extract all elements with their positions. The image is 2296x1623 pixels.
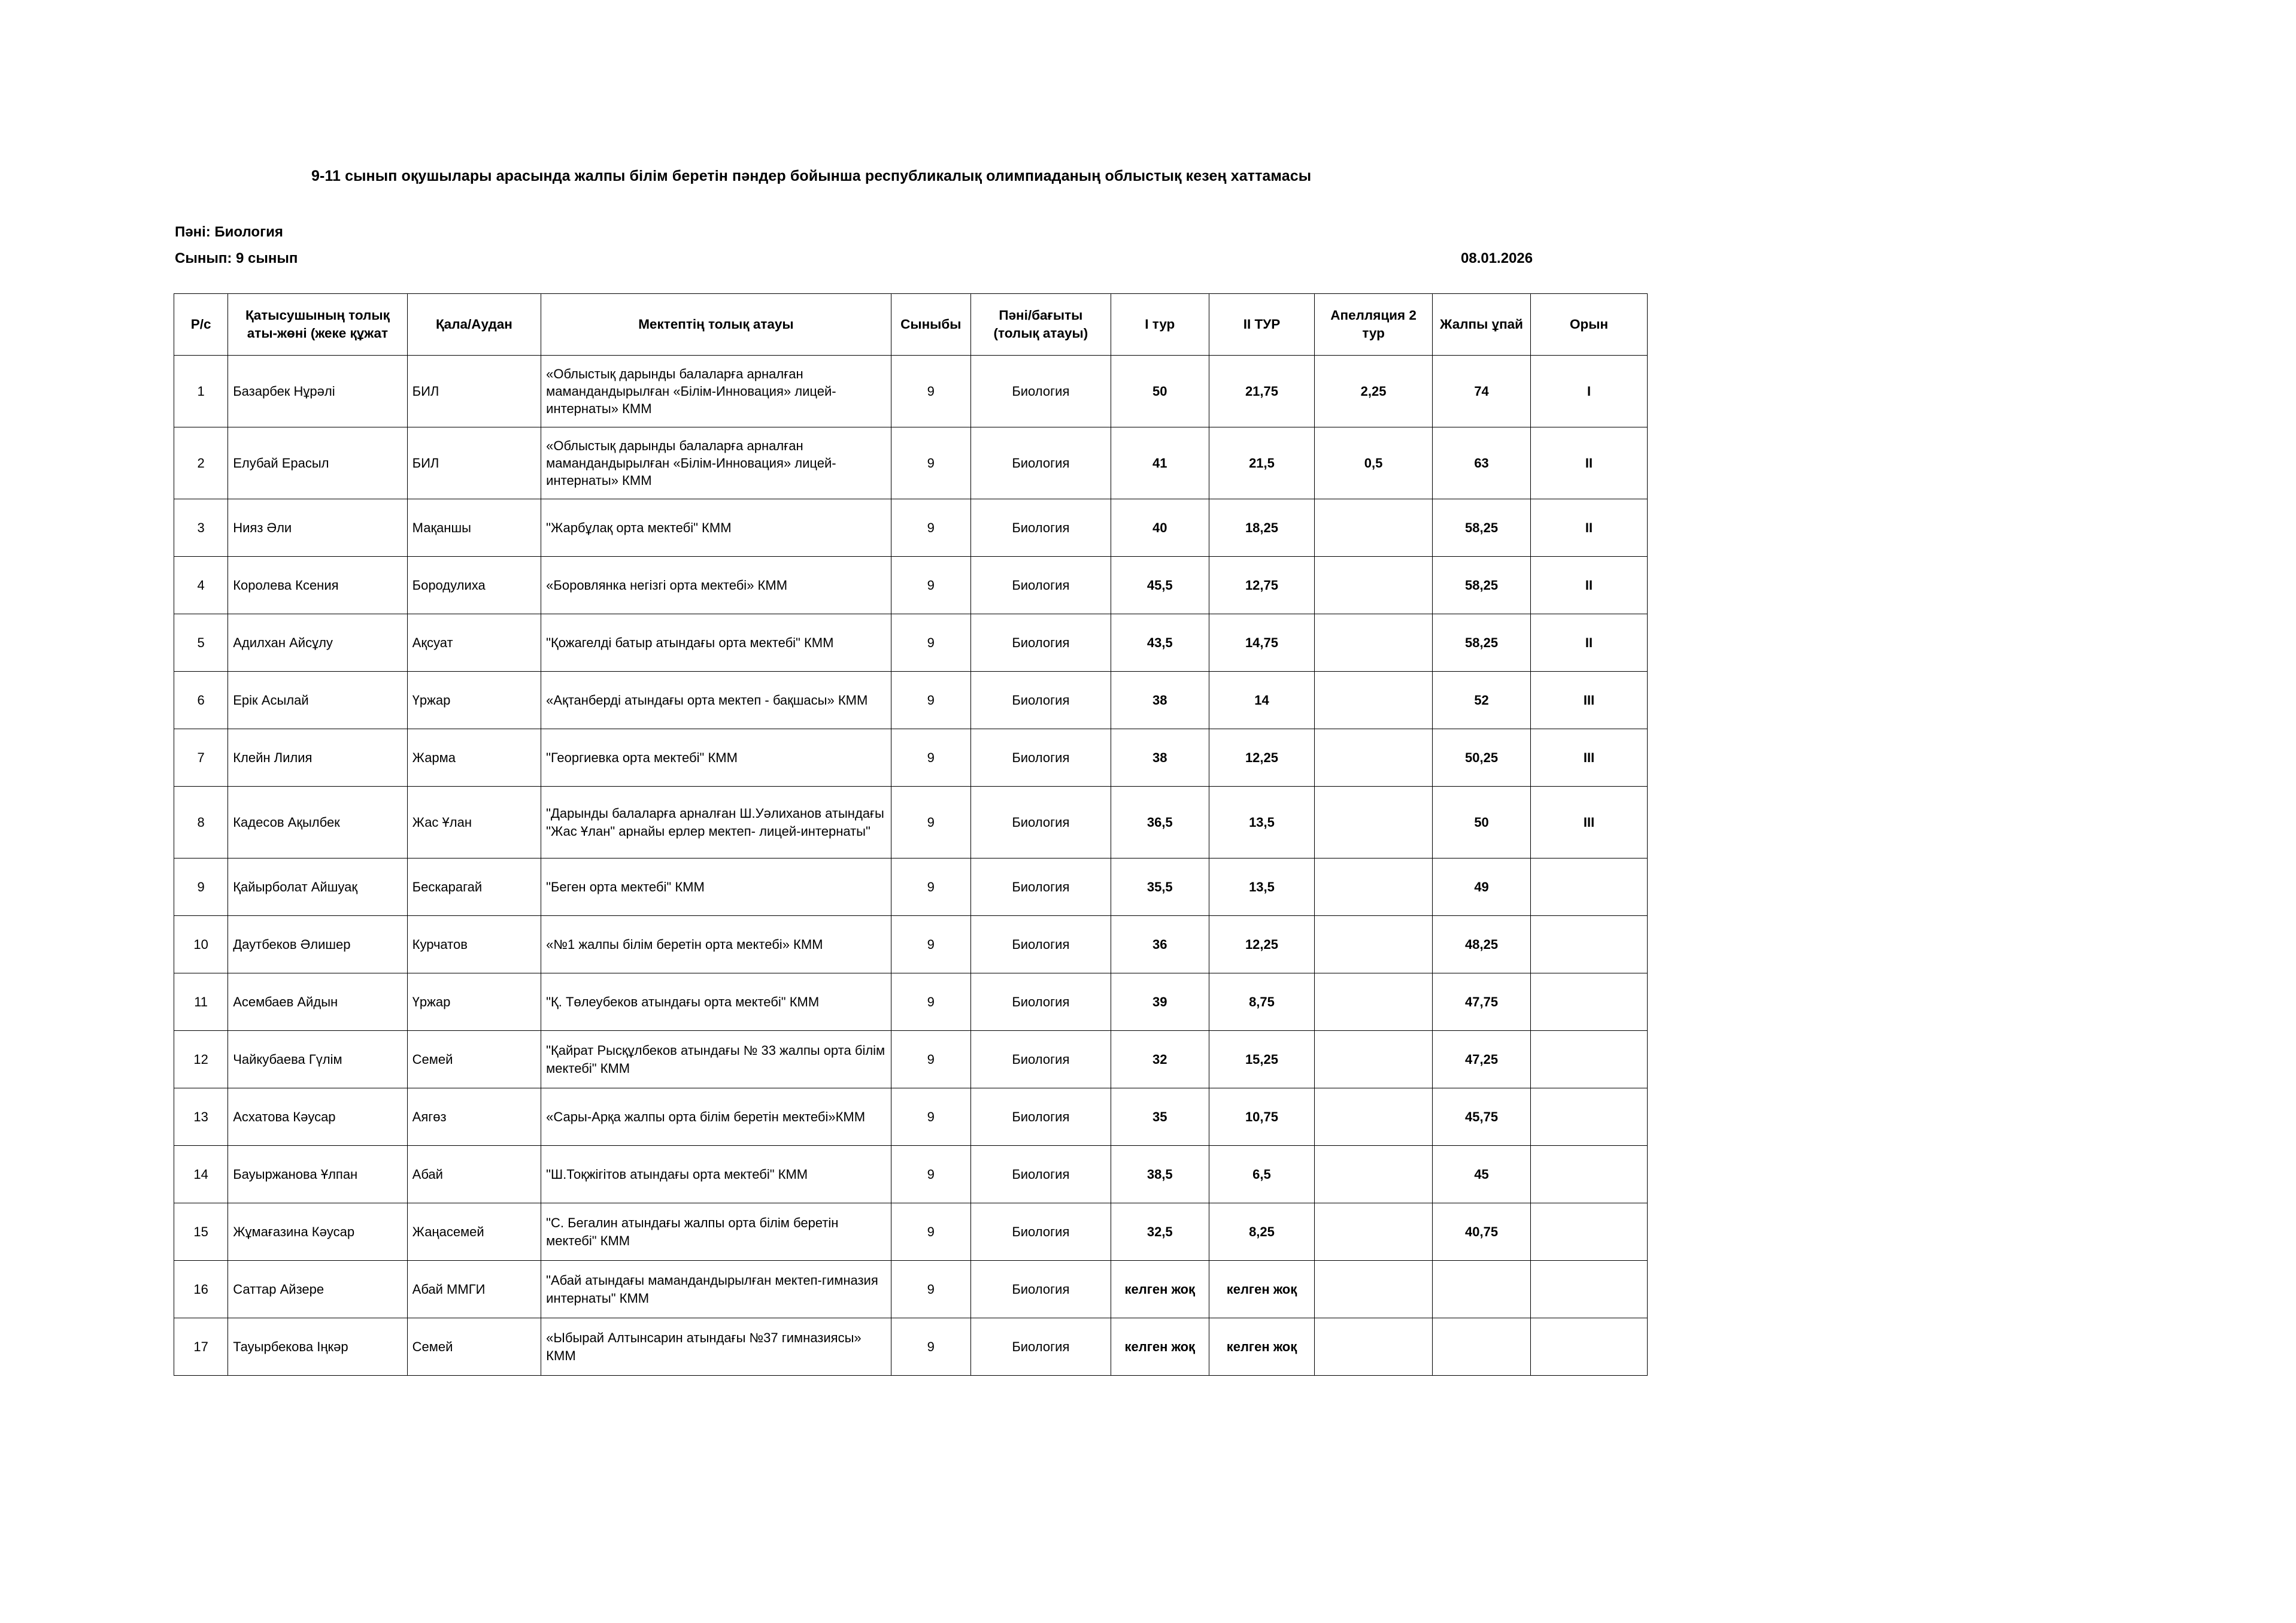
cell-appeal [1315, 973, 1433, 1031]
cell-tour1: келген жоқ [1111, 1318, 1209, 1376]
cell-class: 9 [891, 614, 970, 672]
cell-school: "Қ. Төлеубеков атындағы орта мектебі" КММ [541, 973, 891, 1031]
cell-tour2: 21,75 [1209, 356, 1314, 427]
cell-name: Базарбек Нұрәлі [228, 356, 407, 427]
cell-school: "Дарынды балаларға арналған Ш.Уәлиханов атындағы "Жас Ұлан" арнайы ерлер мектеп- лицей-интернаты" [541, 787, 891, 858]
cell-city: Жарма [407, 729, 541, 787]
cell-subject: Биология [970, 973, 1111, 1031]
cell-num: 15 [174, 1203, 228, 1261]
table-row [174, 356, 1648, 427]
cell-school: «Облыстық дарынды балаларға арналған мамандандырылған «Білім-Инновация» лицей-интернаты» КММ [541, 427, 891, 499]
cell-appeal [1315, 858, 1433, 916]
table-row [174, 973, 1648, 1031]
cell-city: Ақсуат [407, 614, 541, 672]
cell-class: 9 [891, 787, 970, 858]
cell-school: "Ш.Тоқжігітов атындағы орта мектебі" КММ [541, 1146, 891, 1203]
cell-city: БИЛ [407, 356, 541, 427]
cell-tour1: 38 [1111, 729, 1209, 787]
cell-total: 58,25 [1433, 557, 1531, 614]
cell-num: 14 [174, 1146, 228, 1203]
cell-school: «Боровлянка негізгі орта мектебі» КММ [541, 557, 891, 614]
table-row [174, 1261, 1648, 1318]
cell-appeal [1315, 1146, 1433, 1203]
cell-total [1433, 1261, 1531, 1318]
cell-place [1531, 1031, 1648, 1088]
cell-total: 49 [1433, 858, 1531, 916]
cell-class: 9 [891, 1261, 970, 1318]
cell-num: 11 [174, 973, 228, 1031]
header-total: Жалпы ұпай [1433, 294, 1531, 356]
cell-subject: Биология [970, 672, 1111, 729]
table-row [174, 427, 1648, 499]
cell-tour2: 10,75 [1209, 1088, 1314, 1146]
cell-subject: Биология [970, 499, 1111, 557]
cell-city: Абай ММГИ [407, 1261, 541, 1318]
cell-name: Саттар Айзере [228, 1261, 407, 1318]
cell-num: 13 [174, 1088, 228, 1146]
table-row [174, 787, 1648, 858]
table-row [174, 499, 1648, 557]
cell-city: Семей [407, 1318, 541, 1376]
cell-appeal [1315, 1318, 1433, 1376]
cell-class: 9 [891, 1031, 970, 1088]
cell-subject: Биология [970, 858, 1111, 916]
cell-appeal [1315, 787, 1433, 858]
cell-tour2: 14 [1209, 672, 1314, 729]
table-row [174, 1031, 1648, 1088]
cell-total: 47,75 [1433, 973, 1531, 1031]
cell-tour2: 18,25 [1209, 499, 1314, 557]
header-subject: Пәні/бағыты (толық атауы) [970, 294, 1111, 356]
cell-num: 4 [174, 557, 228, 614]
cell-place [1531, 1088, 1648, 1146]
cell-tour1: 39 [1111, 973, 1209, 1031]
cell-place: I [1531, 356, 1648, 427]
cell-subject: Биология [970, 1261, 1111, 1318]
cell-school: «Облыстық дарынды балаларға арналған мамандандырылған «Білім-Инновация» лицей-интернаты» КММ [541, 356, 891, 427]
cell-subject: Биология [970, 729, 1111, 787]
cell-num: 7 [174, 729, 228, 787]
cell-tour2: 8,75 [1209, 973, 1314, 1031]
header-place: Орын [1531, 294, 1648, 356]
cell-class: 9 [891, 858, 970, 916]
cell-city: Мақаншы [407, 499, 541, 557]
cell-total: 50,25 [1433, 729, 1531, 787]
cell-class: 9 [891, 973, 970, 1031]
cell-appeal [1315, 672, 1433, 729]
table-row [174, 557, 1648, 614]
cell-subject: Биология [970, 427, 1111, 499]
cell-place [1531, 916, 1648, 973]
cell-tour1: 40 [1111, 499, 1209, 557]
header-city: Қала/Аудан [407, 294, 541, 356]
cell-tour2: 12,75 [1209, 557, 1314, 614]
cell-num: 8 [174, 787, 228, 858]
cell-tour1: 32 [1111, 1031, 1209, 1088]
cell-tour1: 38,5 [1111, 1146, 1209, 1203]
table-row [174, 1088, 1648, 1146]
cell-subject: Биология [970, 1146, 1111, 1203]
cell-city: БИЛ [407, 427, 541, 499]
header-name: Қатысушының толық аты-жөні (жеке құжат [228, 294, 407, 356]
cell-tour1: 36,5 [1111, 787, 1209, 858]
cell-class: 9 [891, 1203, 970, 1261]
cell-appeal [1315, 1031, 1433, 1088]
cell-tour2: 15,25 [1209, 1031, 1314, 1088]
cell-school: «№1 жалпы білім беретін орта мектебі» КММ [541, 916, 891, 973]
cell-school: "Абай атындағы мамандандырылған мектеп-гимназия интернаты" КММ [541, 1261, 891, 1318]
cell-school: "Қожагелді батыр атындағы орта мектебі" КММ [541, 614, 891, 672]
cell-place: II [1531, 557, 1648, 614]
cell-school: "Жарбұлақ орта мектебі" КММ [541, 499, 891, 557]
header-school: Мектептің толық атауы [541, 294, 891, 356]
cell-tour1: 41 [1111, 427, 1209, 499]
header-num: Р/с [174, 294, 228, 356]
cell-appeal [1315, 614, 1433, 672]
cell-tour1: 38 [1111, 672, 1209, 729]
cell-class: 9 [891, 1318, 970, 1376]
cell-place [1531, 1203, 1648, 1261]
cell-class: 9 [891, 1088, 970, 1146]
cell-place: II [1531, 427, 1648, 499]
page-title: 9-11 сынып оқушылары арасында жалпы білім беретін пәндер бойынша республикалық олимпиаданың облыстық кезең хаттамасы [311, 168, 1312, 184]
cell-tour2: келген жоқ [1209, 1261, 1314, 1318]
header-tour1: I тур [1111, 294, 1209, 356]
subject-line: Пәні: Биология [175, 224, 283, 240]
cell-num: 6 [174, 672, 228, 729]
cell-tour1: 36 [1111, 916, 1209, 973]
cell-name: Нияз Әли [228, 499, 407, 557]
cell-place [1531, 1146, 1648, 1203]
cell-school: "Беген орта мектебі" КММ [541, 858, 891, 916]
cell-place [1531, 1318, 1648, 1376]
cell-class: 9 [891, 672, 970, 729]
cell-total: 52 [1433, 672, 1531, 729]
cell-total: 48,25 [1433, 916, 1531, 973]
cell-total: 50 [1433, 787, 1531, 858]
cell-place [1531, 858, 1648, 916]
cell-tour1: 43,5 [1111, 614, 1209, 672]
cell-appeal [1315, 1088, 1433, 1146]
table-row [174, 1146, 1648, 1203]
cell-num: 3 [174, 499, 228, 557]
cell-tour1: 35,5 [1111, 858, 1209, 916]
cell-num: 1 [174, 356, 228, 427]
cell-subject: Биология [970, 916, 1111, 973]
cell-class: 9 [891, 557, 970, 614]
cell-name: Асхатова Кәусар [228, 1088, 407, 1146]
cell-name: Адилхан Айсұлу [228, 614, 407, 672]
cell-total [1433, 1318, 1531, 1376]
cell-tour2: 12,25 [1209, 916, 1314, 973]
table-body [174, 356, 1648, 1376]
cell-place: III [1531, 787, 1648, 858]
cell-city: Жаңасемей [407, 1203, 541, 1261]
cell-num: 9 [174, 858, 228, 916]
header-appeal: Апелляция 2 тур [1315, 294, 1433, 356]
cell-city: Бескарагай [407, 858, 541, 916]
cell-place [1531, 1261, 1648, 1318]
cell-city: Үржар [407, 973, 541, 1031]
cell-name: Даутбеков Әлишер [228, 916, 407, 973]
cell-class: 9 [891, 729, 970, 787]
cell-subject: Биология [970, 614, 1111, 672]
cell-place: II [1531, 614, 1648, 672]
cell-total: 74 [1433, 356, 1531, 427]
cell-class: 9 [891, 427, 970, 499]
cell-place: II [1531, 499, 1648, 557]
cell-appeal [1315, 499, 1433, 557]
date-label: 08.01.2026 [1461, 250, 1533, 266]
cell-total: 45 [1433, 1146, 1531, 1203]
cell-school: "С. Бегалин атындағы жалпы орта білім беретін мектебі" КММ [541, 1203, 891, 1261]
cell-name: Қайырболат Айшуақ [228, 858, 407, 916]
cell-name: Ерік Асылай [228, 672, 407, 729]
class-line: Сынып: 9 сынып [175, 250, 298, 266]
cell-place: III [1531, 672, 1648, 729]
cell-total: 47,25 [1433, 1031, 1531, 1088]
table-header-row [174, 294, 1648, 356]
cell-num: 10 [174, 916, 228, 973]
cell-school: "Қайрат Рысқұлбеков атындағы № 33 жалпы орта білім мектебі" КММ [541, 1031, 891, 1088]
cell-tour1: 32,5 [1111, 1203, 1209, 1261]
cell-school: "Георгиевка орта мектебі" КММ [541, 729, 891, 787]
cell-name: Асембаев Айдын [228, 973, 407, 1031]
cell-school: «Сары-Арқа жалпы орта білім беретін мектебі»КММ [541, 1088, 891, 1146]
cell-city: Үржар [407, 672, 541, 729]
cell-city: Курчатов [407, 916, 541, 973]
cell-total: 45,75 [1433, 1088, 1531, 1146]
cell-tour2: 12,25 [1209, 729, 1314, 787]
cell-subject: Биология [970, 1031, 1111, 1088]
cell-num: 5 [174, 614, 228, 672]
cell-name: Чайкубаева Гүлім [228, 1031, 407, 1088]
cell-name: Тауырбекова Іңкәр [228, 1318, 407, 1376]
cell-total: 40,75 [1433, 1203, 1531, 1261]
cell-name: Клейн Лилия [228, 729, 407, 787]
cell-subject: Биология [970, 1318, 1111, 1376]
cell-tour2: 21,5 [1209, 427, 1314, 499]
cell-subject: Биология [970, 356, 1111, 427]
cell-tour1: келген жоқ [1111, 1261, 1209, 1318]
cell-place: III [1531, 729, 1648, 787]
cell-city: Абай [407, 1146, 541, 1203]
table-row [174, 1318, 1648, 1376]
table-row [174, 1203, 1648, 1261]
cell-name: Кадесов Ақылбек [228, 787, 407, 858]
cell-class: 9 [891, 499, 970, 557]
table-row [174, 916, 1648, 973]
cell-name: Бауыржанова Ұлпан [228, 1146, 407, 1203]
cell-name: Елубай Ерасыл [228, 427, 407, 499]
cell-tour2: 14,75 [1209, 614, 1314, 672]
table-row [174, 614, 1648, 672]
cell-total: 58,25 [1433, 614, 1531, 672]
cell-tour2: 6,5 [1209, 1146, 1314, 1203]
cell-subject: Биология [970, 1203, 1111, 1261]
cell-tour2: 13,5 [1209, 858, 1314, 916]
cell-appeal [1315, 729, 1433, 787]
cell-name: Жұмағазина Кәусар [228, 1203, 407, 1261]
cell-class: 9 [891, 916, 970, 973]
cell-place [1531, 973, 1648, 1031]
cell-subject: Биология [970, 557, 1111, 614]
cell-num: 16 [174, 1261, 228, 1318]
cell-tour2: 13,5 [1209, 787, 1314, 858]
cell-class: 9 [891, 356, 970, 427]
cell-appeal: 0,5 [1315, 427, 1433, 499]
header-tour2: II ТУР [1209, 294, 1314, 356]
cell-class: 9 [891, 1146, 970, 1203]
cell-city: Жас Ұлан [407, 787, 541, 858]
table-row [174, 858, 1648, 916]
cell-appeal [1315, 1203, 1433, 1261]
cell-appeal: 2,25 [1315, 356, 1433, 427]
cell-name: Королева Ксения [228, 557, 407, 614]
cell-tour1: 35 [1111, 1088, 1209, 1146]
cell-tour2: келген жоқ [1209, 1318, 1314, 1376]
cell-appeal [1315, 916, 1433, 973]
results-table [174, 293, 1648, 1376]
cell-appeal [1315, 1261, 1433, 1318]
cell-total: 58,25 [1433, 499, 1531, 557]
cell-subject: Биология [970, 787, 1111, 858]
table-row [174, 729, 1648, 787]
cell-school: «Ыбырай Алтынсарин атындағы №37 гимназиясы» КММ [541, 1318, 891, 1376]
cell-city: Бородулиха [407, 557, 541, 614]
table-row [174, 672, 1648, 729]
cell-tour2: 8,25 [1209, 1203, 1314, 1261]
cell-num: 12 [174, 1031, 228, 1088]
cell-num: 17 [174, 1318, 228, 1376]
cell-school: «Ақтанберді атындағы орта мектеп - бақшасы» КММ [541, 672, 891, 729]
cell-appeal [1315, 557, 1433, 614]
cell-num: 2 [174, 427, 228, 499]
cell-tour1: 50 [1111, 356, 1209, 427]
header-class: Сыныбы [891, 294, 970, 356]
cell-city: Семей [407, 1031, 541, 1088]
cell-tour1: 45,5 [1111, 557, 1209, 614]
cell-total: 63 [1433, 427, 1531, 499]
cell-subject: Биология [970, 1088, 1111, 1146]
cell-city: Аягөз [407, 1088, 541, 1146]
